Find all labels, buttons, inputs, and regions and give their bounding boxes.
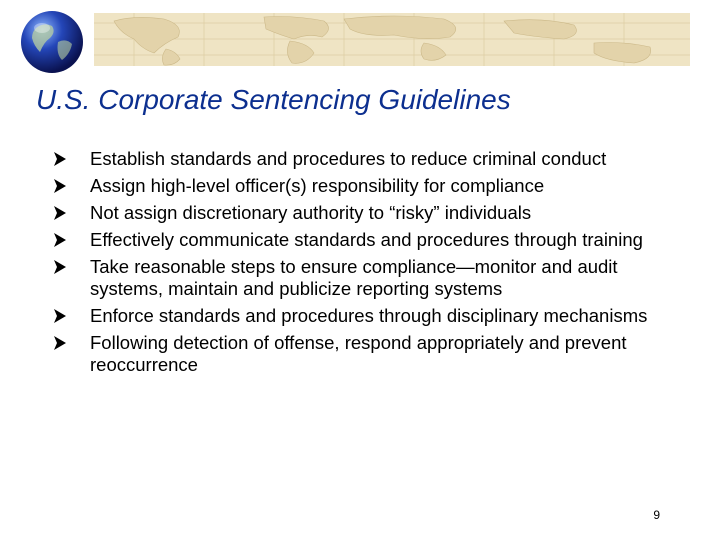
bullet-text: Establish standards and procedures to reduce criminal conduct [90, 148, 607, 169]
slide-title: U.S. Corporate Sentencing Guidelines [36, 84, 511, 115]
list-item [52, 332, 672, 376]
bullet-text: Enforce standards and procedures through disciplinary mechanisms [90, 305, 648, 326]
bullet-text: Not assign discretionary authority to “risky” individuals [90, 202, 532, 223]
arrow-bullet-icon [52, 175, 68, 197]
bullet-text: Effectively communicate standards and procedures through training [90, 229, 643, 250]
arrow-bullet-icon [52, 305, 68, 327]
globe-icon [18, 8, 86, 76]
arrow-bullet-icon [52, 256, 68, 278]
arrow-bullet-icon [52, 148, 68, 170]
bullet-list [52, 148, 672, 381]
page-number: 9 [653, 508, 660, 522]
world-map-banner [94, 13, 690, 66]
bullet-text: Take reasonable steps to ensure compliance—monitor and audit systems, maintain and publicize reporting systems [90, 256, 618, 299]
list-item [52, 175, 672, 197]
bullet-text: Following detection of offense, respond appropriately and prevent reoccurrence [90, 332, 627, 375]
list-item [52, 229, 672, 251]
arrow-bullet-icon [52, 229, 68, 251]
list-item [52, 202, 672, 224]
list-item [52, 305, 672, 327]
list-item [52, 148, 672, 170]
arrow-bullet-icon [52, 202, 68, 224]
arrow-bullet-icon [52, 332, 68, 354]
list-item [52, 256, 672, 300]
bullet-text: Assign high-level officer(s) responsibility for compliance [90, 175, 545, 196]
